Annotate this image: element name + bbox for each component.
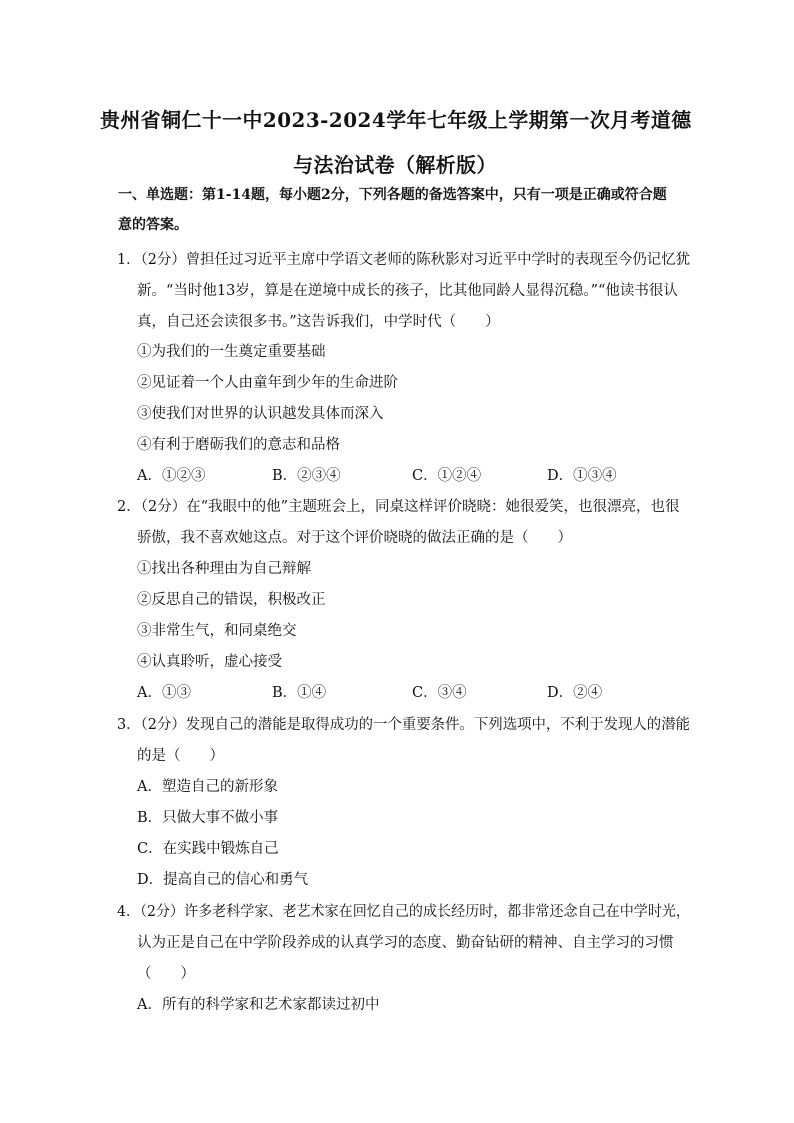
question-2-choice-c[interactable]: C．③④ bbox=[412, 685, 467, 701]
question-2-item-1: ①找出各种理由为自己辩解 bbox=[137, 561, 311, 577]
document-title-line-1: 贵州省铜仁十一中2023-2024学年七年级上学期第一次月考道德 bbox=[100, 108, 692, 132]
question-3-option-b[interactable]: B．只做大事不做小事 bbox=[137, 810, 279, 826]
question-2-item-4: ④认真聆听，虚心接受 bbox=[137, 654, 282, 670]
question-4-option-a[interactable]: A．所有的科学家和艺术家都读过初中 bbox=[137, 997, 380, 1013]
question-1-line-2: 新。“当时他13岁，算是在逆境中成长的孩子，比其他同龄人显得沉稳。”“他读书很认 bbox=[137, 283, 678, 299]
question-2-item-2: ②反思自己的错误，积极改正 bbox=[137, 592, 326, 608]
question-3-line-1: 3．（2分）发现自己的潜能是取得成功的一个重要条件。下列选项中，不利于发现人的潜能 bbox=[117, 717, 691, 733]
question-1-line-1: 1．（2分）曾担任过习近平主席中学语文老师的陈秋影对习近平中学时的表现至今仍记忆犹 bbox=[117, 252, 691, 268]
question-3-option-c[interactable]: C．在实践中锻炼自己 bbox=[137, 841, 279, 857]
question-1-item-4: ④有利于磨砺我们的意志和品格 bbox=[137, 437, 340, 453]
question-2-choice-b[interactable]: B．①④ bbox=[272, 685, 327, 701]
question-2-choice-d[interactable]: D．②④ bbox=[547, 685, 603, 701]
question-3-option-d[interactable]: D．提高自己的信心和勇气 bbox=[137, 872, 309, 888]
question-4-line-1: 4．（2分）许多老科学家、老艺术家在回忆自己的成长经历时，都非常还念自己在中学时光， bbox=[117, 904, 690, 920]
question-1-choice-a[interactable]: A．①②③ bbox=[137, 468, 206, 484]
question-1-choice-b[interactable]: B．②③④ bbox=[272, 468, 341, 484]
question-1-choice-c[interactable]: C．①②④ bbox=[412, 468, 482, 484]
question-1-line-3: 真，自己还会读很多书。”这告诉我们，中学时代（ ） bbox=[137, 314, 500, 330]
section-heading: 一、单选题：第1-14题，每小题2分，下列各题的备选答案中，只有一项是正确或符合题意的答案。 bbox=[118, 187, 667, 233]
question-1-item-3: ③使我们对世界的认识越发具体而深入 bbox=[137, 406, 384, 422]
question-1-item-1: ①为我们的一生奠定重要基础 bbox=[137, 344, 326, 360]
question-1-choice-d[interactable]: D．①③④ bbox=[547, 468, 617, 484]
question-2-item-3: ③非常生气，和同桌绝交 bbox=[137, 623, 297, 639]
question-4-line-2: 认为正是自己在中学阶段养成的认真学习的态度、勤奋钻研的精神、自主学习的习惯 bbox=[137, 935, 674, 951]
question-2-line-2: 骄傲，我不喜欢她这点。对于这个评价晓晓的做法正确的是（ ） bbox=[137, 530, 572, 546]
question-4-line-3: （ ） bbox=[137, 966, 195, 982]
question-2-choice-a[interactable]: A．①③ bbox=[137, 685, 191, 701]
question-3-option-a[interactable]: A．塑造自己的新形象 bbox=[137, 779, 278, 795]
question-1-item-2: ②见证着一个人由童年到少年的生命进阶 bbox=[137, 375, 398, 391]
question-3-line-2: 的是（ ） bbox=[137, 748, 224, 764]
document-title-line-2: 与法治试卷（解析版） bbox=[293, 153, 497, 177]
question-2-line-1: 2．（2分）在“我眼中的他”主题班会上，同桌这样评价晓晓：她很爱笑，也很漂亮，也很 bbox=[117, 499, 680, 515]
